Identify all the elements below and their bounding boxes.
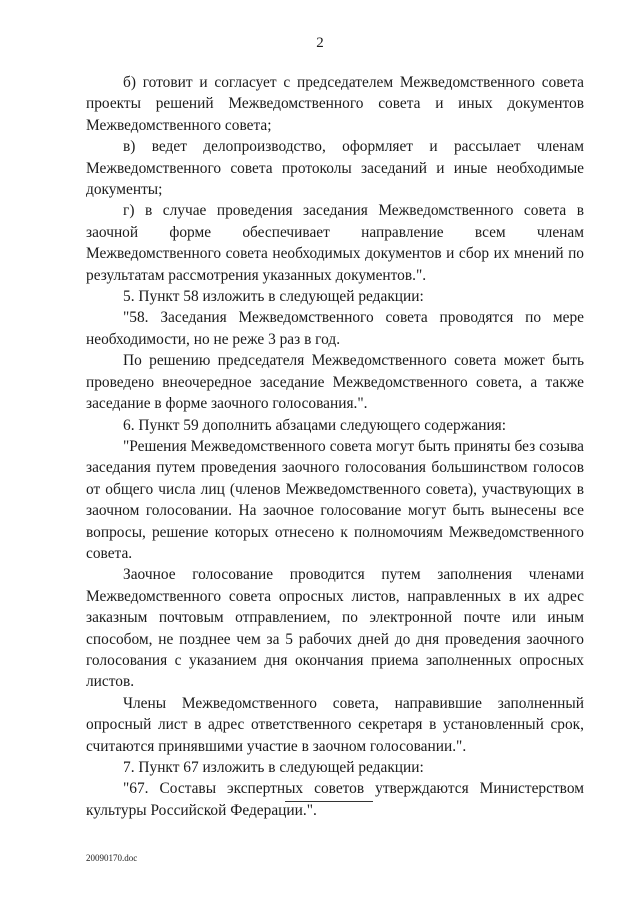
document-body [86, 72, 584, 821]
paragraph-59-a: "Решения Межведомственного совета могут быть приняты без созыва заседания путем проведения заочного голосования большинством голосов от общего числа лиц (членов Межведомственного совета), участвующих в заочном голосовании. На заочное голосование могут быть вынесены все вопросы, решение которых отнесено к полномочиям Межведомственного совета. [86, 437, 584, 562]
paragraph-59-b: Заочное голосование проводится путем заполнения членами Межведомственного совета опросных листов, направленных в их адрес заказным почтовым отправлением, по электронной почте или иным способом, не позднее чем за 5 рабочих дней до дня проведения заочного голосования с указанием дня окончания приема заполненных опросных листов. [86, 566, 584, 691]
end-divider [285, 801, 373, 802]
paragraph-59-c: Члены Межведомственного совета, направившие заполненный опросный лист в адрес ответственного секретаря в установленный срок, считаются принявшими участие в заочном голосовании.". [86, 694, 584, 755]
page-number: 2 [316, 35, 324, 51]
paragraph-b: б) готовит и согласует с председателем Межведомственного совета проекты решений Межведомственного совета и иных документов Межведомственного совета; [86, 74, 584, 134]
paragraph-58: "58. Заседания Межведомственного совета проводятся по мере необходимости, но не реже 3 раз в год. [86, 309, 584, 348]
paragraph-g: г) в случае проведения заседания Межведомственного совета в заочной форме обеспечивает направление всем членам Межведомственного совета необходимых документов и сбор их мнений по результатам рассмотрения указанных документов.". [86, 202, 584, 284]
item-6-heading: 6. Пункт 59 дополнить абзацами следующего содержания: [123, 416, 507, 434]
item-5-heading: 5. Пункт 58 изложить в следующей редакции: [123, 288, 424, 306]
paragraph-58-extra: По решению председателя Межведомственного совета может быть проведено внеочередное заседание Межведомственного совета, а также заседание в форме заочного голосования.". [86, 352, 584, 413]
item-7-heading: 7. Пункт 67 изложить в следующей редакции: [123, 759, 424, 776]
paragraph-v: в) ведет делопроизводство, оформляет и рассылает членам Межведомственного совета протоколы заседаний и иные необходимые документы; [86, 138, 584, 199]
footer-filename: 20090170.doc [86, 853, 138, 863]
paragraph-67: "67. Составы экспертных советов утверждаются Министерством культуры Российской Федерации.". [86, 780, 584, 819]
